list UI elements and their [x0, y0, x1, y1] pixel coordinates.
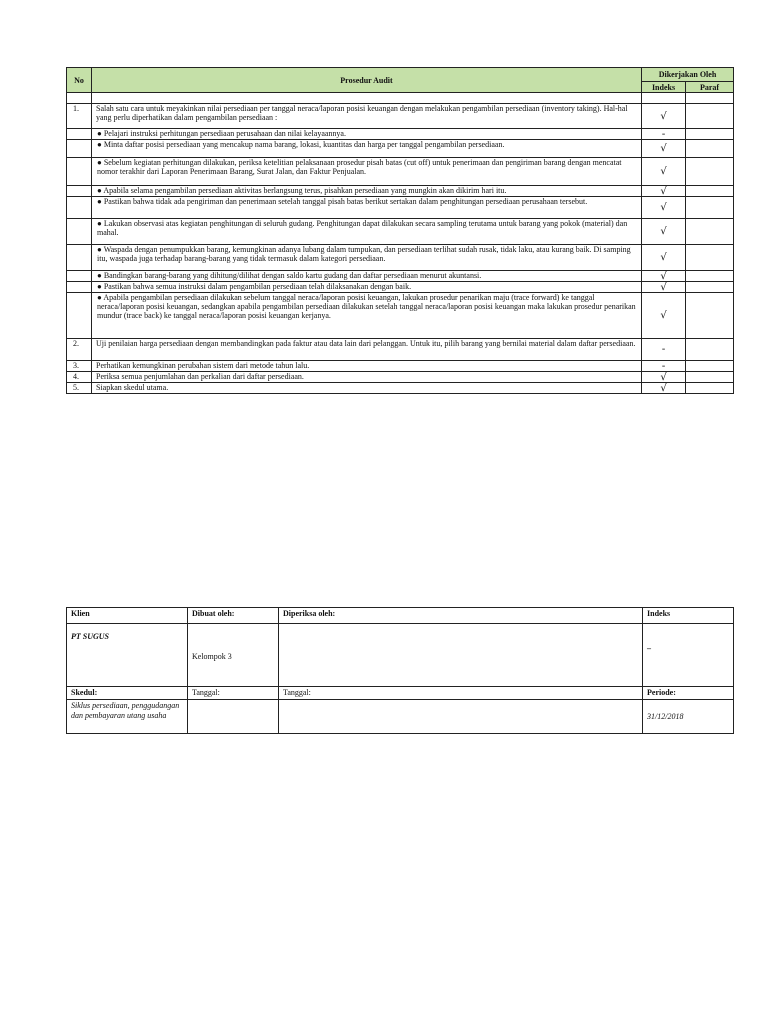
row-number: 2. [67, 339, 92, 361]
row-number [67, 293, 92, 339]
procedure-text: ● Lakukan observasi atas kegiatan penghitungan di seluruh gudang. Penghitungan dapat dilakukan secara sampling terutama untuk barang yang pokok (material) dan mahal. [92, 219, 642, 245]
index-mark: √ [642, 104, 686, 129]
tanggal-label: Tanggal: [279, 687, 643, 700]
row-number [67, 282, 92, 293]
table-row [67, 197, 734, 219]
procedure-text: ● Sebelum kegiatan perhitungan dilakukan, periksa ketelitian pelaksanaan prosedur pisah batas (cut off) untuk penerimaan dan pengiriman barang dengan mencatat nomor terakhir dari Laporan Penerimaan Barang, Surat Jalan, dan Faktur Penjualan. [92, 158, 642, 186]
paraf-cell [686, 219, 734, 245]
row-number: 5. [67, 383, 92, 394]
table-row [67, 383, 734, 394]
table-row [67, 186, 734, 197]
row-number: 4. [67, 372, 92, 383]
row-number [67, 140, 92, 158]
tanggal-value [279, 700, 643, 734]
procedure-text: Uji penilaian harga persediaan dengan membandingkan pada faktur atau data lain dari pelanggan. Untuk itu, pilih barang yang bernilai material dalam daftar persediaan. [92, 339, 642, 361]
paraf-cell [686, 129, 734, 140]
procedure-text: ● Pelajari instruksi perhitungan persediaan perusahaan dan nilai kelayaannya. [92, 129, 642, 140]
procedure-text: ● Pastikan bahwa semua instruksi dalam pengambilan persediaan telah dilaksanakan dengan baik. [92, 282, 642, 293]
row-number [67, 186, 92, 197]
row-number [67, 271, 92, 282]
index-mark: √ [642, 271, 686, 282]
table-row [67, 361, 734, 372]
row-number [67, 158, 92, 186]
index-mark: √ [642, 186, 686, 197]
row-number [67, 219, 92, 245]
index-mark: √ [642, 293, 686, 339]
table-row [67, 158, 734, 186]
row-number [67, 129, 92, 140]
paraf-cell [686, 271, 734, 282]
indeks-value: – [643, 624, 734, 687]
row-number [67, 245, 92, 271]
index-mark: √ [642, 140, 686, 158]
paraf-cell [686, 104, 734, 129]
table-row [67, 245, 734, 271]
table-row [67, 372, 734, 383]
dibuat-label: Dibuat oleh: [188, 608, 279, 624]
row-number: 3. [67, 361, 92, 372]
table-row [67, 219, 734, 245]
periode-label: Periode: [643, 687, 734, 700]
working-paper-footer [66, 607, 734, 734]
index-mark: √ [642, 219, 686, 245]
header-procedure: Prosedur Audit [92, 68, 642, 93]
client-name: PT SUGUS [67, 624, 188, 687]
procedure-text: Siapkan skedul utama. [92, 383, 642, 394]
table-row [67, 129, 734, 140]
tanggal-value [188, 700, 279, 734]
paraf-cell [686, 158, 734, 186]
paraf-cell [686, 282, 734, 293]
paraf-cell [686, 293, 734, 339]
skedul-label: Skedul: [67, 687, 188, 700]
table-row [67, 339, 734, 361]
paraf-cell [686, 361, 734, 372]
diperiksa-label: Diperiksa oleh: [279, 608, 643, 624]
diperiksa-value [279, 624, 643, 687]
tanggal-label: Tanggal: [188, 687, 279, 700]
paraf-cell [686, 339, 734, 361]
index-mark: √ [642, 158, 686, 186]
indeks-label: Indeks [643, 608, 734, 624]
paraf-cell [686, 140, 734, 158]
procedure-text: Periksa semua penjumlahan dan perkalian dari daftar persediaan. [92, 372, 642, 383]
index-mark: √ [642, 245, 686, 271]
paraf-cell [686, 372, 734, 383]
procedure-text: ● Minta daftar posisi persediaan yang mencakup nama barang, lokasi, kuantitas dan harga per tanggal pengambilan persediaan. [92, 140, 642, 158]
index-mark: √ [642, 197, 686, 219]
procedure-text: ● Bandingkan barang-barang yang dihitung/dilihat dengan saldo kartu gudang dan daftar persediaan menurut akuntansi. [92, 271, 642, 282]
skedul-value: Siklus persediaan, penggudangan dan pembayaran utang usaha [67, 700, 188, 734]
index-mark: √ [642, 372, 686, 383]
procedure-text: Perhatikan kemungkinan perubahan sistem dari metode tahun lalu. [92, 361, 642, 372]
row-number: 1. [67, 104, 92, 129]
index-mark: √ [642, 282, 686, 293]
dibuat-value: Kelompok 3 [188, 624, 279, 687]
index-mark: - [642, 361, 686, 372]
paraf-cell [686, 383, 734, 394]
table-row [67, 293, 734, 339]
paraf-cell [686, 186, 734, 197]
table-row [67, 271, 734, 282]
procedure-text: ● Waspada dengan penumpukkan barang, kemungkinan adanya lubang dalam tumpukan, dan persediaan terlihat sudah rusak, tidak laku, atau kurang baik. Di samping itu, waspada juga terhadap barang-barang yang tidak termasuk dalam kategori persediaan. [92, 245, 642, 271]
row-number [67, 197, 92, 219]
paraf-cell [686, 245, 734, 271]
table-row [67, 282, 734, 293]
header-paraf: Paraf [686, 82, 734, 93]
index-mark: - [642, 339, 686, 361]
index-mark: - [642, 129, 686, 140]
procedure-text: ● Apabila pengambilan persediaan dilakukan sebelum tanggal neraca/laporan posisi keuangan, lakukan prosedur penarikan maju (trace forward) ke tanggal neraca/laporan posisi keuangan, sedangkan apabila pengambilan persediaan dilakukan setelah tanggal neraca/laporan posisi keuangan maka lakukan prosedur penarikan mundur (trace back) ke tanggal neraca/laporan posisi keuangan kerjanya. [92, 293, 642, 339]
header-index: Indeks [642, 82, 686, 93]
header-no: No [67, 68, 92, 93]
table-row [67, 104, 734, 129]
spacer-row [67, 93, 734, 104]
procedure-text: ● Pastikan bahwa tidak ada pengiriman dan penerimaan setelah tanggal pisah batas berikut sertakan dalam penghitungan persediaan perusahaan tersebut. [92, 197, 642, 219]
audit-procedure-table [66, 67, 734, 394]
paraf-cell [686, 197, 734, 219]
procedure-text: Salah satu cara untuk meyakinkan nilai persediaan per tanggal neraca/laporan posisi keuangan dengan melakukan pengambilan persediaan (inventory taking). Hal-hal yang perlu diperhatikan dalam pengambilan persediaan : [92, 104, 642, 129]
header-done-by: Dikerjakan Oleh [642, 68, 734, 82]
index-mark: √ [642, 383, 686, 394]
procedure-text: ● Apabila selama pengambilan persediaan aktivitas berlangsung terus, pisahkan persediaan yang mungkin akan dikirim hari itu. [92, 186, 642, 197]
periode-value: 31/12/2018 [643, 700, 734, 734]
klien-label: Klien [67, 608, 188, 624]
table-row [67, 140, 734, 158]
